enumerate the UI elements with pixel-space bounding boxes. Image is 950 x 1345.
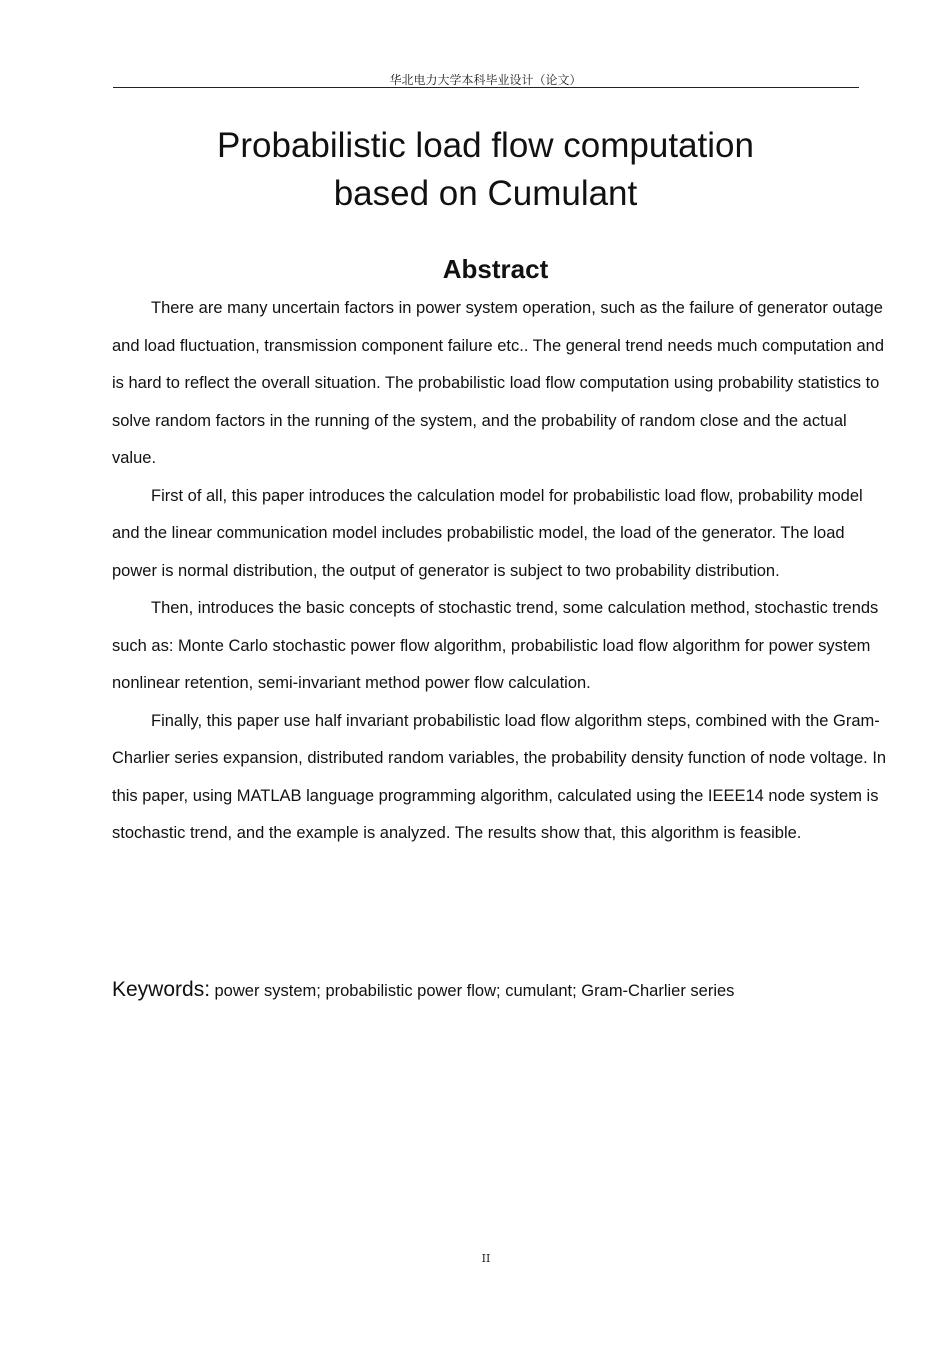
abstract-paragraph-2: First of all, this paper introduces the calculation model for probabilistic load flow, probability model and the linear communication model includes probabilistic model, the load of the generator. The load power is normal distribution, the output of generator is subject to two probability distribution. xyxy=(112,486,863,580)
header-rule xyxy=(113,87,859,88)
page-number: II xyxy=(481,1252,491,1265)
title-line-2: based on Cumulant xyxy=(333,174,638,213)
title-line-1: Probabilistic load flow computation xyxy=(217,126,754,165)
keywords-text: power system; probabilistic power flow; cumulant; Gram-Charlier series xyxy=(214,982,735,1000)
keywords-line xyxy=(112,975,872,1007)
keywords-label: Keywords: xyxy=(112,978,211,1001)
abstract-paragraph-4: Finally, this paper use half invariant probabilistic load flow algorithm steps, combined with the Gram-Charlier series expansion, distributed random variables, the probability density function of node voltage. In this paper, using MATLAB language programming algorithm, calculated using the IEEE14 node system is stochastic trend, and the example is analyzed. The results show that, this algorithm is feasible. xyxy=(112,711,887,842)
document-title xyxy=(113,122,858,218)
abstract-paragraph-1: There are many uncertain factors in power system operation, such as the failure of generator outage and load fluctuation, transmission component failure etc.. The general trend needs much computation and is hard to reflect the overall situation. The probabilistic load flow computation using probability statistics to solve random factors in the running of the system, and the probability of random close and the actual value. xyxy=(112,299,884,467)
abstract-paragraph-3: Then, introduces the basic concepts of stochastic trend, some calculation method, stochastic trends such as: Monte Carlo stochastic power flow algorithm, probabilistic load flow algorithm for power system nonlinear retention, semi-invariant method power flow calculation. xyxy=(112,599,879,692)
running-header: 华北电力大学本科毕业设计（论文） xyxy=(389,73,582,87)
abstract-body xyxy=(112,290,887,853)
abstract-heading: Abstract xyxy=(442,254,549,284)
